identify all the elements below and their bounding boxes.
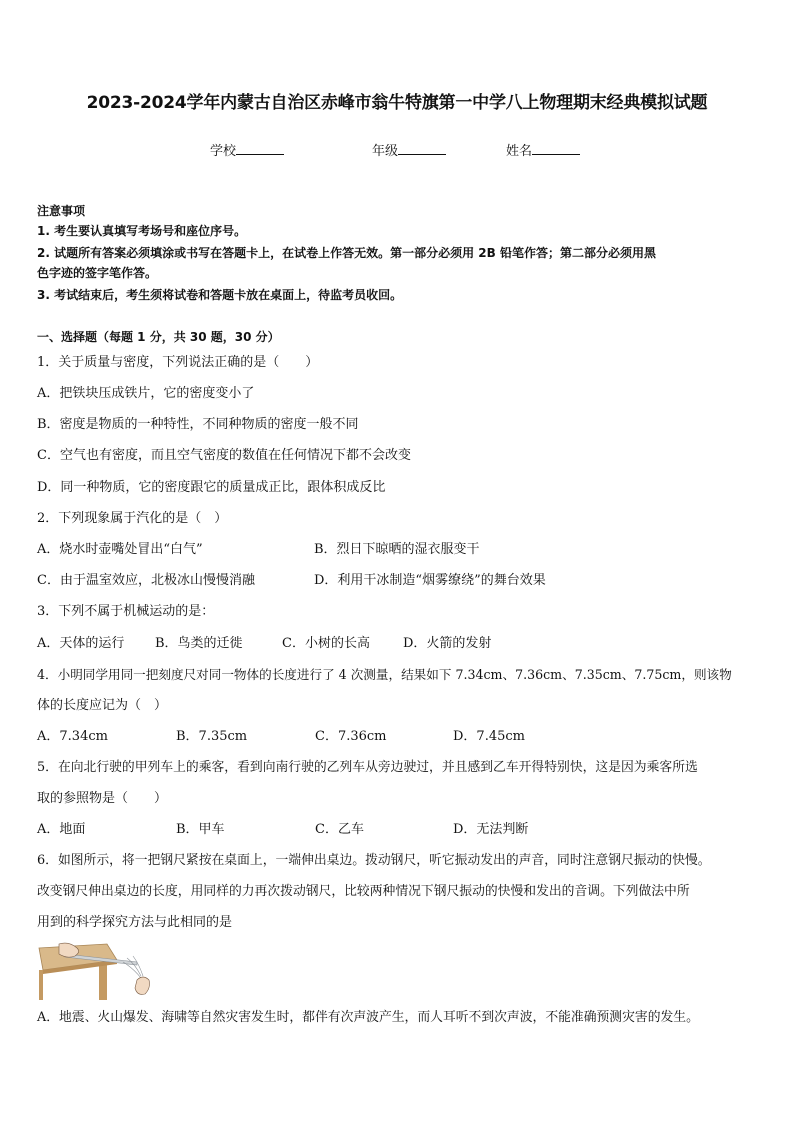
q1-option-c: C．空气也有密度，而且空气密度的数值在任何情况下都不会改变 <box>37 448 411 463</box>
q3-option-b: B．鸟类的迁徙 <box>155 636 243 651</box>
desk-leg-right <box>99 962 107 1000</box>
q2-option-d: D．利用干冰制造“烟雾缭绕”的舞台效果 <box>314 573 546 588</box>
notice-heading: 注意事项 <box>37 204 86 218</box>
name-blank[interactable] <box>532 142 580 155</box>
school-label: 学校 <box>210 144 237 159</box>
q6-stem-line-2: 改变钢尺伸出桌边的长度，用同样的力再次拨动钢尺，比较两种情况下钢尺振动的快慢和发出的音调。下列做法中所 <box>37 884 690 899</box>
q5-stem-line-2: 取的参照物是（ ） <box>37 791 168 806</box>
q3-option-c: C．小树的长高 <box>282 636 370 651</box>
q1-option-b: B．密度是物质的一种特性，不同种物质的密度一般不同 <box>37 417 359 432</box>
notice-item-2: 2. 试题所有答案必须填涂或书写在答题卡上，在试卷上作答无效。第一部分必须用 2B 铅笔作答；第二部分必须用黑 <box>37 246 656 260</box>
grade-field <box>372 140 446 159</box>
q3-stem: 3．下列不属于机械运动的是： <box>37 604 215 619</box>
grade-blank[interactable] <box>398 142 446 155</box>
notice-item-3: 3. 考试结束后，考生须将试卷和答题卡放在桌面上，待监考员收回。 <box>37 288 403 302</box>
q4-stem-line-1: 4．小明同学用同一把刻度尺对同一物体的长度进行了 4 次测量，结果如下 7.34cm、7.36cm、7.35cm、7.75cm，则该物 <box>37 667 732 682</box>
q3-option-a: A．天体的运行 <box>37 636 125 651</box>
q4-option-a: A．7.34cm <box>37 729 108 744</box>
section-heading: 一、选择题（每题 1 分，共 30 题，30 分） <box>37 330 280 344</box>
q1-stem: 1．关于质量与密度，下列说法正确的是（ ） <box>37 355 319 370</box>
q5-option-c: C．乙车 <box>315 822 364 837</box>
notice-item-1: 1. 考生要认真填写考场号和座位序号。 <box>37 224 247 238</box>
name-field <box>506 140 580 159</box>
grade-label: 年级 <box>372 144 399 159</box>
q6-stem-line-3: 用到的科学探究方法与此相同的是 <box>37 915 233 930</box>
name-label: 姓名 <box>506 144 533 159</box>
ruler-on-desk-figure <box>37 940 155 1002</box>
q2-stem: 2．下列现象属于汽化的是（ ） <box>37 511 228 526</box>
q5-option-b: B．甲车 <box>176 822 225 837</box>
q6-option-a: A．地震、火山爆发、海啸等自然灾害发生时，都伴有次声波产生，而人耳听不到次声波，不能准确预测灾害的发生。 <box>37 1010 699 1025</box>
school-field <box>210 140 284 159</box>
q4-option-b: B．7.35cm <box>176 729 248 744</box>
q4-option-c: C．7.36cm <box>315 729 387 744</box>
q6-stem-line-1: 6．如图所示，将一把钢尺紧按在桌面上，一端伸出桌边。拨动钢尺，听它振动发出的声音，同时注意钢尺振动的快慢。 <box>37 853 711 868</box>
q2-option-a: A．烧水时壶嘴处冒出“白气” <box>37 542 203 557</box>
exam-title: 2023-2024学年内蒙古自治区赤峰市翁牛特旗第一中学八上物理期末经典模拟试题 <box>86 93 708 113</box>
q2-option-b: B．烈日下晾晒的湿衣服变干 <box>314 542 480 557</box>
q5-stem-line-1: 5．在向北行驶的甲列车上的乘客，看到向南行驶的乙列车从旁边驶过，并且感到乙车开得特别快，这是因为乘客所选 <box>37 760 698 775</box>
school-blank[interactable] <box>236 142 284 155</box>
q4-stem-line-2: 体的长度应记为（ ） <box>37 698 168 713</box>
q1-option-d: D．同一种物质，它的密度跟它的质量成正比，跟体积成反比 <box>37 480 386 495</box>
q1-option-a: A．把铁块压成铁片，它的密度变小了 <box>37 386 255 401</box>
notice-item-2-cont: 色字迹的签字笔作答。 <box>37 266 158 280</box>
desk-leg-left <box>39 970 43 1000</box>
q4-option-d: D．7.45cm <box>453 729 525 744</box>
q5-option-d: D．无法判断 <box>453 822 529 837</box>
q3-option-d: D．火箭的发射 <box>403 636 492 651</box>
q5-option-a: A．地面 <box>37 822 86 837</box>
q2-option-c: C．由于温室效应，北极冰山慢慢消融 <box>37 573 255 588</box>
